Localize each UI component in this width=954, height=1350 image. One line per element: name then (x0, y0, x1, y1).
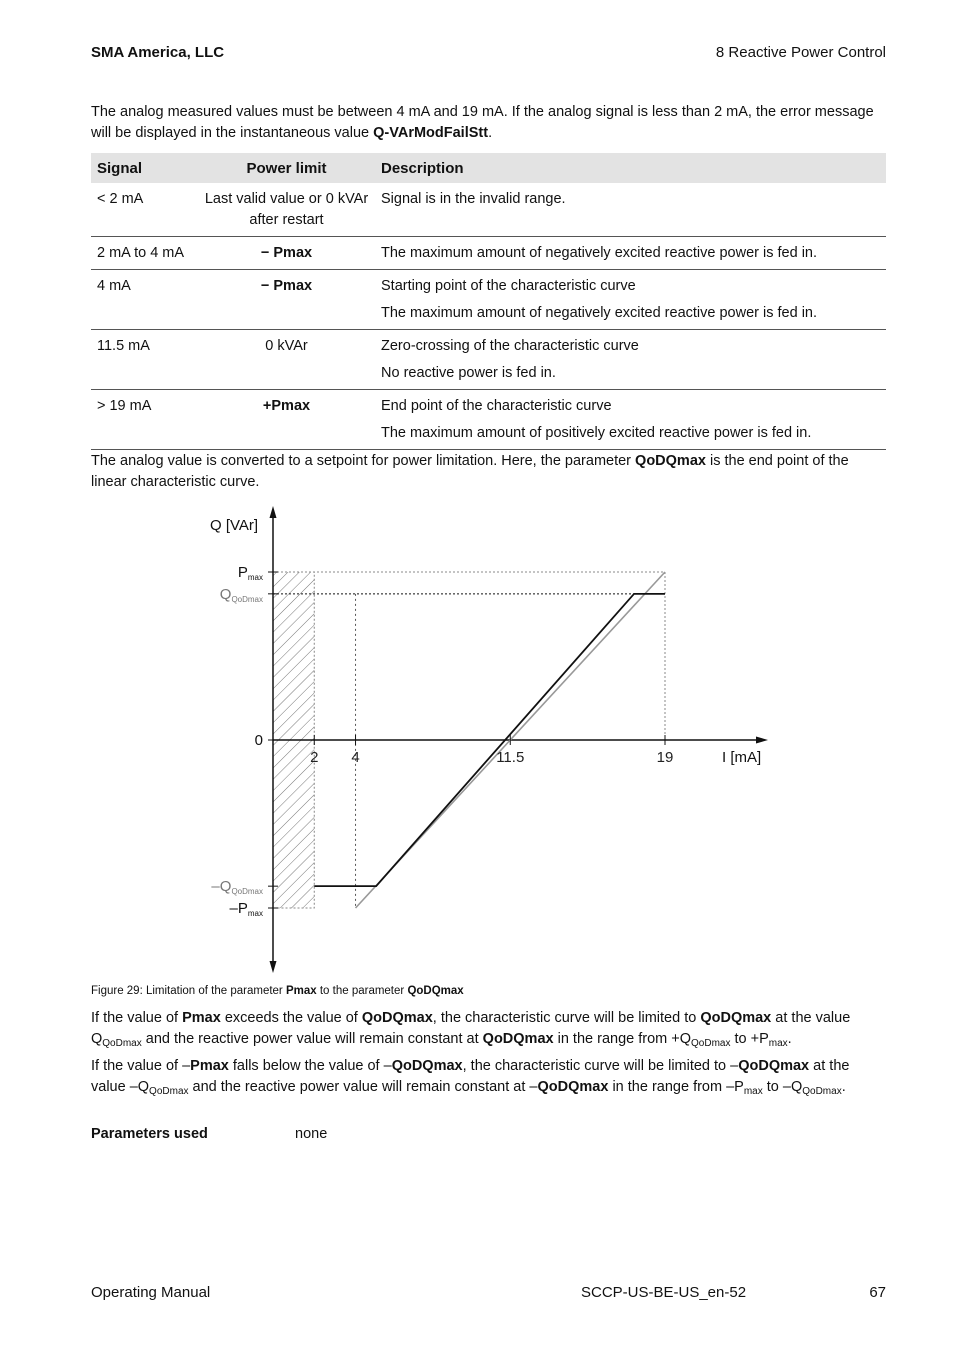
table-row (91, 183, 886, 237)
cell-limit: − Pmax (198, 237, 375, 270)
cell-description: The maximum amount of negatively excited reactive power is fed in. (375, 237, 886, 270)
characteristic-curve-chart (190, 500, 780, 978)
cell-signal: > 19 mA (91, 390, 198, 450)
conversion-paragraph: The analog value is converted to a setpoint for power limitation. Here, the parameter QoDQmax is the end point of the linear characteristic curve. (91, 453, 849, 490)
pmax-paragraph: If the value of Pmax exceeds the value of QoDQmax, the characteristic curve will be limited to QoDQmax at the value $Q_{QoDmax}$ and the reactive power value will remain constant at QoDQmax in the range from $+Q_{QoDmax}$ to $+P_{max}$. (91, 1010, 851, 1049)
cell-signal: 2 mA to 4 mA (91, 237, 198, 270)
table-row (91, 330, 886, 390)
cell-limit: 0 kVAr (198, 330, 375, 390)
footer-page-number: 67 (869, 1284, 886, 1301)
x-tick-label: 19 (656, 749, 674, 766)
header-company: SMA America, LLC (91, 44, 225, 61)
table-row (91, 237, 886, 270)
table-row (91, 390, 886, 450)
y-tick-label: $P_{max}$ (237, 564, 263, 582)
x-axis-arrow (756, 737, 768, 744)
footer-manual: Operating Manual (91, 1284, 211, 1301)
header-section: 8 Reactive Power Control (715, 44, 886, 61)
table-row (91, 270, 886, 330)
cell-signal: 4 mA (91, 270, 198, 330)
col-signal: Signal (91, 153, 198, 183)
y-tick-label: $Q_{QoDmax}$ (219, 585, 263, 604)
x-tick-label: 4 (351, 749, 360, 766)
x-axis-label: I [mA] (722, 749, 762, 766)
x-tick-label: 11.5 (496, 749, 525, 766)
intro-paragraph: The analog measured values must be between 4 mA and 19 mA. If the analog signal is less than 2 mA, the error message will be displayed in the instantaneous value Q-VArModFailStt. (91, 104, 874, 141)
table-header-row (91, 153, 886, 183)
x-tick-label: 2 (310, 749, 319, 766)
cell-description: Zero-crossing of the characteristic curve No reactive power is fed in. (375, 330, 886, 390)
cell-limit: +Pmax (198, 390, 375, 450)
cell-signal: 11.5 mA (91, 330, 198, 390)
col-description: Description (375, 153, 886, 183)
cell-limit: Last valid value or 0 kVAr after restart (198, 183, 375, 237)
y-tick-label: 0 (254, 732, 263, 749)
cell-description: Starting point of the characteristic curve The maximum amount of negatively excited reactive power is fed in. (375, 270, 886, 330)
cell-signal: < 2 mA (91, 183, 198, 237)
y-tick-label: $-Q_{QoDmax}$ (211, 878, 263, 897)
parameters-used-value: none (295, 1126, 328, 1142)
y-axis-label: Q [VAr] (210, 517, 259, 534)
col-power-limit: Power limit (198, 153, 375, 183)
y-axis-arrow-down (270, 961, 277, 973)
cell-description: Signal is in the invalid range. (375, 183, 886, 237)
y-tick-label: $-P_{max}$ (229, 900, 263, 918)
signal-table (91, 153, 886, 450)
y-axis-arrow-up (270, 506, 277, 518)
parameters-used-label: Parameters used (91, 1126, 208, 1142)
neg-pmax-paragraph: If the value of –Pmax falls below the value of –QoDQmax, the characteristic curve will be limited to –QoDQmax at the value $-Q_{QoDmax}$ and the reactive power value will remain constant at –QoDQmax in the range from $-P_{max}$ to $-Q_{QoDmax}$. (91, 1058, 850, 1097)
cell-description: End point of the characteristic curve The maximum amount of positively excited reactive power is fed in. (375, 390, 886, 450)
cell-limit: − Pmax (198, 270, 375, 330)
footer-doc-id: SCCP-US-BE-US_en-52 (581, 1284, 747, 1301)
figure-caption: Figure 29: Limitation of the parameter Pmax to the parameter QoDQmax (91, 985, 464, 997)
